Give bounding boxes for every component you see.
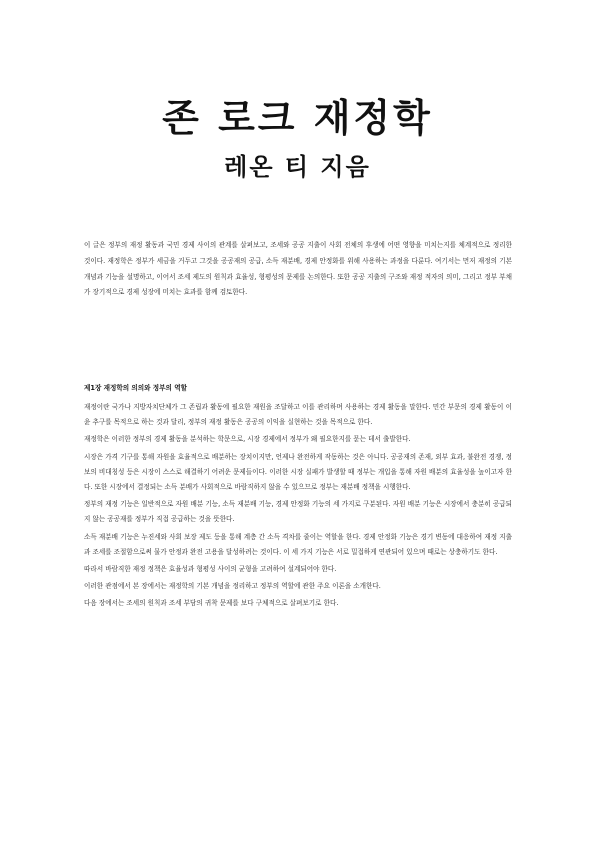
section-heading: 제1장 재정학의 의의와 정부의 역할 — [84, 384, 187, 392]
body-paragraph: 재정학은 이러한 정부의 경제 활동을 분석하는 학문으로, 시장 경제에서 정부가 왜 필요한지를 묻는 데서 출발한다. — [84, 435, 411, 444]
abstract-paragraph: 이 글은 정부의 재정 활동과 국민 경제 사이의 관계를 살펴보고, 조세와 공공 지출이 사회 전체의 후생에 어떤 영향을 미치는지를 체계적으로 정리한 것이다. 재정학은 정부가 세금을 거두고 그것을 공공재의 공급, 소득 재분배, 경제 안정화를 위해 사용하는 과정을 다룬다. 여기서는 먼저 재정의 기본 개념과 기능을 설명하고, 이어서 조세 제도의 원칙과 효율성, 형평성의 문제를 논의한다. 또한 공공 지출의 구조와 재정 적자의 의미, 그리고 정부 부채가 장기적으로 경제 성장에 미치는 효과를 함께 검토한다. — [84, 241, 512, 297]
body-paragraph: 시장은 가격 기구를 통해 자원을 효율적으로 배분하는 장치이지만, 언제나 완전하게 작동하는 것은 아니다. 공공재의 존재, 외부 효과, 불완전 경쟁, 정보의 비대칭성 등은 시장이 스스로 해결하기 어려운 문제들이다. 이러한 시장 실패가 발생할 때 정부는 개입을 통해 자원 배분의 효율성을 높이고자 한다. 또한 시장에서 결정되는 소득 분배가 사회적으로 바람직하지 않을 수 있으므로 정부는 재분배 정책을 시행한다. — [84, 452, 512, 492]
body-paragraph: 따라서 바람직한 재정 정책은 효율성과 형평성 사이의 균형을 고려하여 설계되어야 한다. — [84, 565, 337, 574]
body-text — [84, 400, 512, 614]
body-paragraph: 이러한 관점에서 본 장에서는 재정학의 기본 개념을 정리하고 정부의 역할에 관한 주요 이론을 소개한다. — [84, 582, 381, 591]
body-paragraph: 정부의 재정 기능은 일반적으로 자원 배분 기능, 소득 재분배 기능, 경제 안정화 기능의 세 가지로 구분된다. 자원 배분 기능은 시장에서 충분히 공급되지 않는 공공재를 정부가 직접 공급하는 것을 뜻한다. — [84, 500, 512, 524]
document-author: 레온 티 지음 — [224, 152, 371, 181]
body-paragraph: 다음 장에서는 조세의 원칙과 조세 부담의 귀착 문제를 보다 구체적으로 살펴보기로 한다. — [84, 599, 339, 608]
body-paragraph: 소득 재분배 기능은 누진세와 사회 보장 제도 등을 통해 계층 간 소득 격차를 줄이는 역할을 한다. 경제 안정화 기능은 경기 변동에 대응하여 재정 지출과 조세를 조절함으로써 물가 안정과 완전 고용을 달성하려는 것이다. 이 세 가지 기능은 서로 밀접하게 연관되어 있으며 때로는 상충하기도 한다. — [84, 532, 512, 556]
body-paragraph: 재정이란 국가나 지방자치단체가 그 존립과 활동에 필요한 재원을 조달하고 이를 관리하며 사용하는 경제 활동을 말한다. 민간 부문의 경제 활동이 이윤 추구를 목적으로 하는 것과 달리, 정부의 재정 활동은 공공의 이익을 실현하는 것을 목적으로 한다. — [84, 403, 512, 427]
document-title: 존 로크 재정학 — [162, 95, 433, 140]
